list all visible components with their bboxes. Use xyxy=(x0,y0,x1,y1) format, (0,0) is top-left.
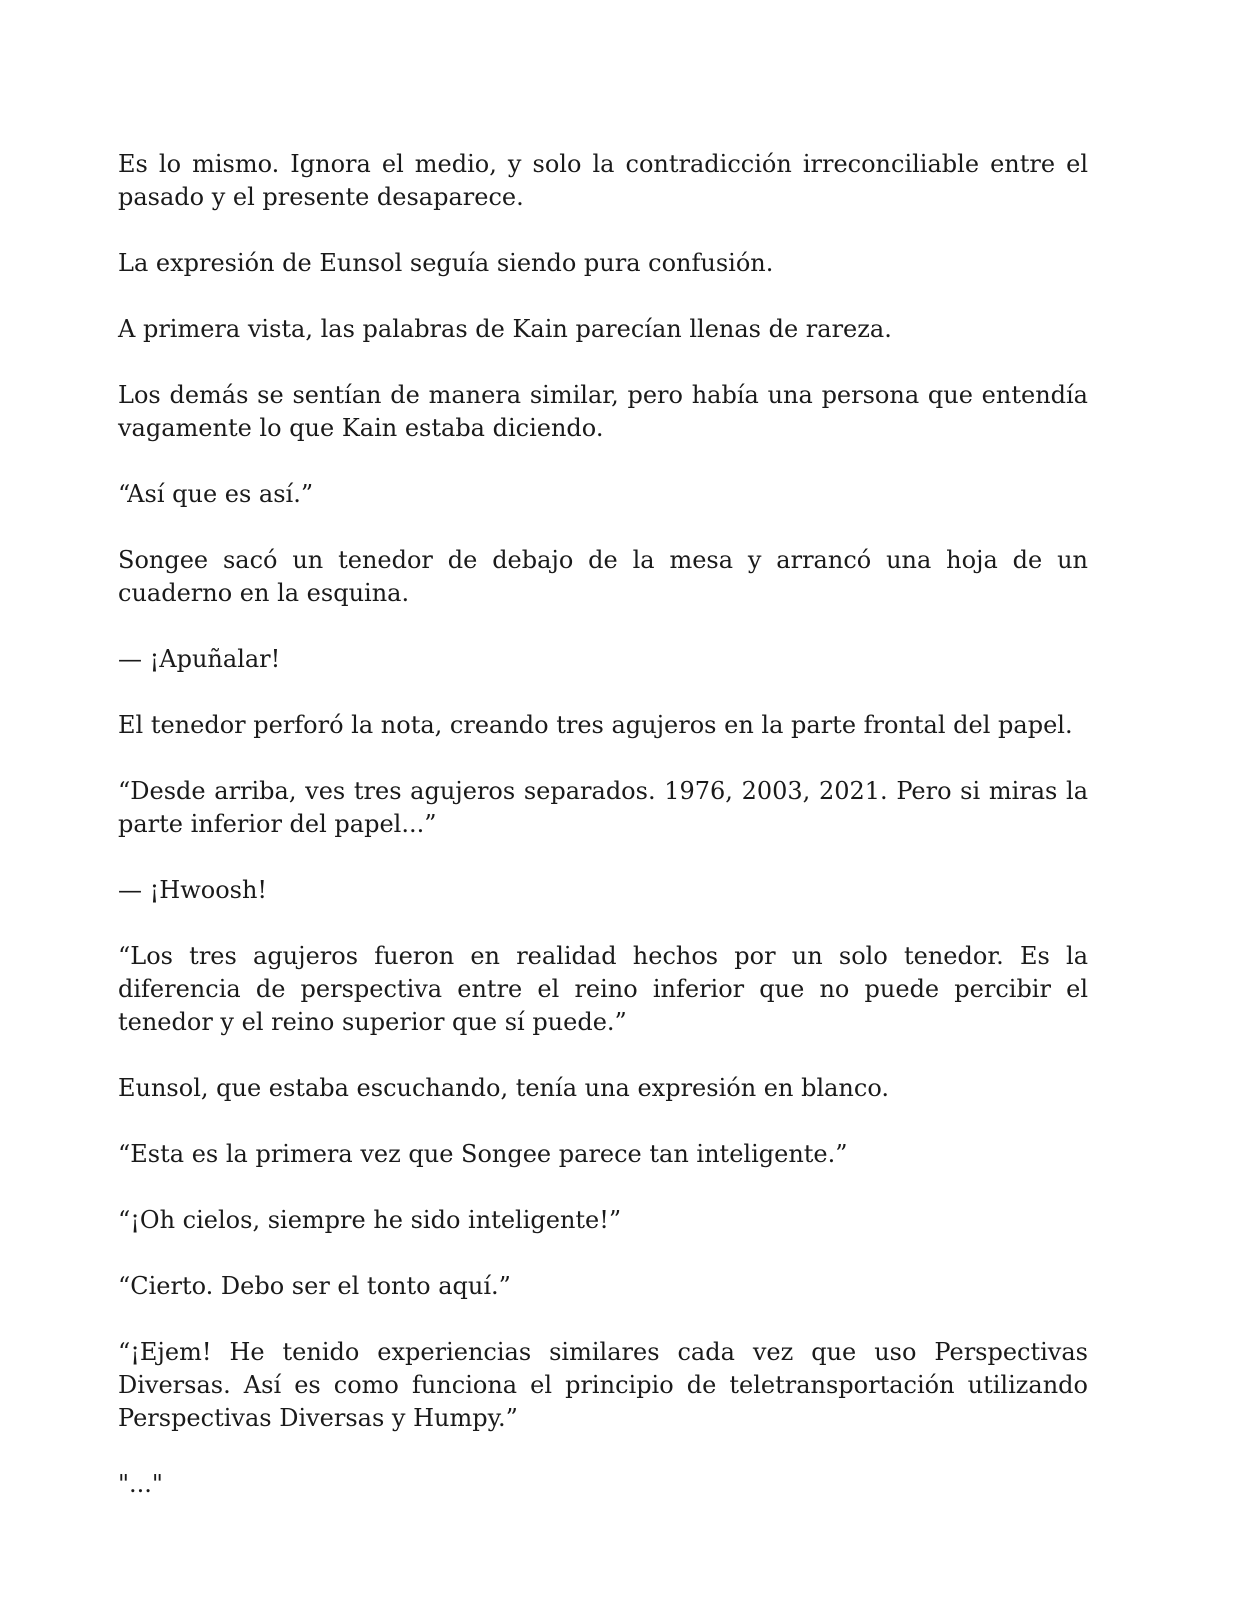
paragraph: "..." xyxy=(118,1470,163,1498)
paragraph: “¡Oh cielos, siempre he sido inteligente!” xyxy=(118,1206,622,1234)
paragraph: “Cierto. Debo ser el tonto aquí.” xyxy=(118,1272,511,1300)
paragraph: Es lo mismo. Ignora el medio, y solo la contradicción irreconciliable entre el pasado y el presente desaparece. xyxy=(118,150,1088,211)
paragraph: “Los tres agujeros fueron en realidad hechos por un solo tenedor. Es la diferencia de perspectiva entre el reino inferior que no puede percibir el tenedor y el reino superior que sí puede.” xyxy=(118,942,1088,1036)
paragraph: “¡Ejem! He tenido experiencias similares cada vez que uso Perspectivas Diversas. Así es como funciona el principio de teletransportación utilizando Perspectivas Diversas y Humpy.” xyxy=(118,1338,1088,1432)
body-text xyxy=(118,148,1088,1534)
paragraph: “Esta es la primera vez que Songee parece tan inteligente.” xyxy=(118,1140,848,1168)
paragraph: A primera vista, las palabras de Kain parecían llenas de rareza. xyxy=(118,315,892,343)
paragraph: Los demás se sentían de manera similar, pero había una persona que entendía vagamente lo que Kain estaba diciendo. xyxy=(118,381,1088,442)
paragraph: Songee sacó un tenedor de debajo de la mesa y arrancó una hoja de un cuaderno en la esquina. xyxy=(118,546,1088,607)
paragraph: La expresión de Eunsol seguía siendo pura confusión. xyxy=(118,249,774,277)
paragraph: — ¡Apuñalar! xyxy=(118,645,281,673)
paragraph: Eunsol, que estaba escuchando, tenía una expresión en blanco. xyxy=(118,1074,889,1102)
paragraph: — ¡Hwoosh! xyxy=(118,876,268,904)
paragraph: El tenedor perforó la nota, creando tres agujeros en la parte frontal del papel. xyxy=(118,711,1073,739)
paragraph: “Así que es así.” xyxy=(118,480,314,508)
paragraph: “Desde arriba, ves tres agujeros separados. 1976, 2003, 2021. Pero si miras la parte inferior del papel...” xyxy=(118,777,1088,838)
